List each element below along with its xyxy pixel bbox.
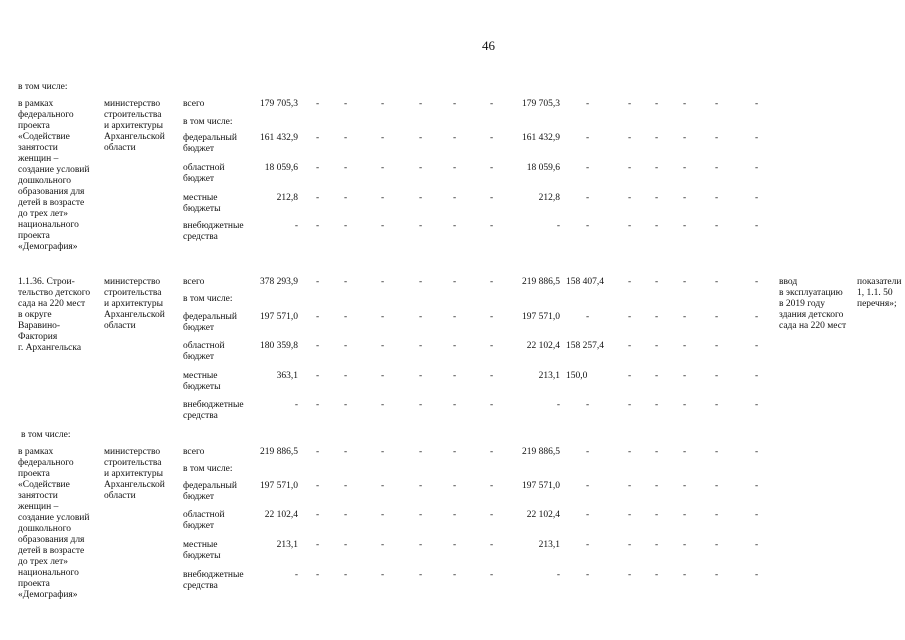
empty-cell-dash: - bbox=[344, 221, 348, 231]
empty-cell-dash: - bbox=[344, 163, 348, 173]
empty-cell-dash: - bbox=[715, 540, 719, 550]
empty-cell-dash: - bbox=[344, 570, 348, 580]
total-amount: 18 059,6 bbox=[264, 163, 298, 173]
empty-cell-dash: - bbox=[715, 481, 719, 491]
empty-cell-dash: - bbox=[655, 193, 659, 203]
empty-cell-dash: - bbox=[344, 133, 348, 143]
empty-cell-dash: - bbox=[628, 371, 632, 381]
total-amount: 197 571,0 bbox=[260, 312, 298, 322]
amount-2020: - bbox=[586, 99, 590, 109]
total-amount: - bbox=[294, 400, 298, 410]
amount-2020: 158 407,4 bbox=[566, 277, 604, 287]
empty-cell-dash: - bbox=[755, 371, 759, 381]
empty-cell-dash: - bbox=[628, 277, 632, 287]
empty-cell-dash: - bbox=[628, 447, 632, 457]
empty-cell-dash: - bbox=[453, 277, 457, 287]
empty-cell-dash: - bbox=[344, 193, 348, 203]
empty-cell-dash: - bbox=[381, 447, 385, 457]
empty-cell-dash: - bbox=[655, 510, 659, 520]
empty-cell-dash: - bbox=[683, 277, 687, 287]
amount-2020: - bbox=[586, 540, 590, 550]
empty-cell-dash: - bbox=[381, 570, 385, 580]
amount-2019: 213,1 bbox=[538, 371, 560, 381]
empty-cell-dash: - bbox=[490, 540, 494, 550]
empty-cell-dash: - bbox=[381, 510, 385, 520]
empty-cell-dash: - bbox=[715, 277, 719, 287]
empty-cell-dash: - bbox=[453, 312, 457, 322]
empty-cell-dash: - bbox=[655, 447, 659, 457]
funding-source-label: в том числе: bbox=[183, 294, 233, 304]
empty-cell-dash: - bbox=[419, 400, 423, 410]
funding-source-label: местные бюджеты bbox=[183, 371, 221, 392]
empty-cell-dash: - bbox=[453, 99, 457, 109]
empty-cell-dash: - bbox=[344, 312, 348, 322]
empty-cell-dash: - bbox=[490, 481, 494, 491]
measure-name: 1.1.36. Строи- тельство детского сада на 220 мест в округе Варавино- Фактория г. Архангельска bbox=[18, 277, 91, 353]
empty-cell-dash: - bbox=[628, 481, 632, 491]
funding-source-label: внебюджетные средства bbox=[183, 221, 244, 242]
empty-cell-dash: - bbox=[755, 341, 759, 351]
executor-name: министерство строительства и архитектуры Архангельской области bbox=[104, 99, 165, 153]
empty-cell-dash: - bbox=[490, 312, 494, 322]
measure-name: в рамках федерального проекта «Содействие занятости женщин – создание условий дошкольного образования для детей в возрасте до трех лет» национального проекта «Демография» bbox=[18, 447, 90, 600]
empty-cell-dash: - bbox=[715, 510, 719, 520]
empty-cell-dash: - bbox=[755, 312, 759, 322]
amount-2020: - bbox=[586, 447, 590, 457]
empty-cell-dash: - bbox=[715, 163, 719, 173]
amount-2020: - bbox=[586, 570, 590, 580]
empty-cell-dash: - bbox=[453, 540, 457, 550]
empty-cell-dash: - bbox=[316, 133, 320, 143]
indicator-ref: показатели 1, 1.1. 50 перечня»; bbox=[857, 277, 902, 309]
empty-cell-dash: - bbox=[453, 371, 457, 381]
empty-cell-dash: - bbox=[419, 371, 423, 381]
empty-cell-dash: - bbox=[316, 540, 320, 550]
empty-cell-dash: - bbox=[381, 277, 385, 287]
funding-source-label: в том числе: bbox=[183, 464, 233, 474]
empty-cell-dash: - bbox=[419, 163, 423, 173]
empty-cell-dash: - bbox=[490, 99, 494, 109]
total-amount: - bbox=[294, 570, 298, 580]
empty-cell-dash: - bbox=[683, 341, 687, 351]
amount-2019: - bbox=[556, 221, 560, 231]
empty-cell-dash: - bbox=[316, 163, 320, 173]
page-number: 46 bbox=[482, 38, 495, 53]
empty-cell-dash: - bbox=[490, 447, 494, 457]
empty-cell-dash: - bbox=[344, 341, 348, 351]
empty-cell-dash: - bbox=[655, 312, 659, 322]
funding-source-label: в том числе: bbox=[183, 117, 233, 127]
empty-cell-dash: - bbox=[715, 133, 719, 143]
empty-cell-dash: - bbox=[419, 540, 423, 550]
empty-cell-dash: - bbox=[381, 400, 385, 410]
empty-cell-dash: - bbox=[381, 99, 385, 109]
total-amount: 378 293,9 bbox=[260, 277, 298, 287]
empty-cell-dash: - bbox=[628, 341, 632, 351]
amount-2020: 158 257,4 bbox=[566, 341, 604, 351]
empty-cell-dash: - bbox=[628, 540, 632, 550]
empty-cell-dash: - bbox=[490, 570, 494, 580]
empty-cell-dash: - bbox=[683, 312, 687, 322]
empty-cell-dash: - bbox=[683, 221, 687, 231]
empty-cell-dash: - bbox=[490, 371, 494, 381]
empty-cell-dash: - bbox=[344, 400, 348, 410]
empty-cell-dash: - bbox=[419, 481, 423, 491]
empty-cell-dash: - bbox=[755, 193, 759, 203]
empty-cell-dash: - bbox=[655, 277, 659, 287]
section-lead-text: в том числе: bbox=[18, 82, 68, 92]
empty-cell-dash: - bbox=[419, 570, 423, 580]
total-amount: 161 432,9 bbox=[260, 133, 298, 143]
empty-cell-dash: - bbox=[316, 371, 320, 381]
empty-cell-dash: - bbox=[381, 193, 385, 203]
empty-cell-dash: - bbox=[683, 447, 687, 457]
funding-source-label: федеральный бюджет bbox=[183, 312, 237, 333]
measure-name: в рамках федерального проекта «Содействие занятости женщин – создание условий дошкольного образования для детей в возрасте до трех лет» национального проекта «Демография» bbox=[18, 99, 90, 252]
empty-cell-dash: - bbox=[628, 163, 632, 173]
empty-cell-dash: - bbox=[683, 570, 687, 580]
funding-source-label: местные бюджеты bbox=[183, 193, 221, 214]
empty-cell-dash: - bbox=[381, 341, 385, 351]
empty-cell-dash: - bbox=[419, 312, 423, 322]
funding-source-label: федеральный бюджет bbox=[183, 133, 237, 154]
empty-cell-dash: - bbox=[316, 341, 320, 351]
empty-cell-dash: - bbox=[381, 312, 385, 322]
amount-2019: 22 102,4 bbox=[526, 341, 560, 351]
empty-cell-dash: - bbox=[381, 163, 385, 173]
empty-cell-dash: - bbox=[344, 481, 348, 491]
empty-cell-dash: - bbox=[344, 99, 348, 109]
empty-cell-dash: - bbox=[490, 400, 494, 410]
empty-cell-dash: - bbox=[628, 221, 632, 231]
empty-cell-dash: - bbox=[628, 193, 632, 203]
funding-source-label: всего bbox=[183, 447, 205, 457]
amount-2020: - bbox=[586, 312, 590, 322]
empty-cell-dash: - bbox=[755, 277, 759, 287]
total-amount: 363,1 bbox=[276, 371, 298, 381]
empty-cell-dash: - bbox=[683, 400, 687, 410]
empty-cell-dash: - bbox=[419, 277, 423, 287]
empty-cell-dash: - bbox=[344, 540, 348, 550]
empty-cell-dash: - bbox=[344, 277, 348, 287]
empty-cell-dash: - bbox=[316, 447, 320, 457]
funding-source-label: федеральный бюджет bbox=[183, 481, 237, 502]
empty-cell-dash: - bbox=[755, 510, 759, 520]
amount-2019: 22 102,4 bbox=[526, 510, 560, 520]
empty-cell-dash: - bbox=[419, 341, 423, 351]
amount-2019: 212,8 bbox=[538, 193, 560, 203]
empty-cell-dash: - bbox=[453, 193, 457, 203]
empty-cell-dash: - bbox=[419, 447, 423, 457]
empty-cell-dash: - bbox=[316, 481, 320, 491]
empty-cell-dash: - bbox=[715, 570, 719, 580]
empty-cell-dash: - bbox=[655, 400, 659, 410]
empty-cell-dash: - bbox=[715, 371, 719, 381]
empty-cell-dash: - bbox=[316, 570, 320, 580]
section-lead-text: в том числе: bbox=[21, 430, 71, 440]
amount-2020: - bbox=[586, 163, 590, 173]
empty-cell-dash: - bbox=[453, 447, 457, 457]
empty-cell-dash: - bbox=[316, 400, 320, 410]
amount-2019: 219 886,5 bbox=[522, 447, 560, 457]
empty-cell-dash: - bbox=[453, 221, 457, 231]
empty-cell-dash: - bbox=[490, 277, 494, 287]
amount-2019: 197 571,0 bbox=[522, 312, 560, 322]
empty-cell-dash: - bbox=[655, 341, 659, 351]
amount-2019: - bbox=[556, 570, 560, 580]
total-amount: 212,8 bbox=[276, 193, 298, 203]
empty-cell-dash: - bbox=[628, 312, 632, 322]
amount-2019: 213,1 bbox=[538, 540, 560, 550]
amount-2019: 179 705,3 bbox=[522, 99, 560, 109]
empty-cell-dash: - bbox=[628, 570, 632, 580]
empty-cell-dash: - bbox=[344, 371, 348, 381]
empty-cell-dash: - bbox=[316, 277, 320, 287]
empty-cell-dash: - bbox=[715, 447, 719, 457]
amount-2020: - bbox=[586, 510, 590, 520]
amount-2020: - bbox=[586, 133, 590, 143]
total-amount: 180 359,8 bbox=[260, 341, 298, 351]
empty-cell-dash: - bbox=[344, 447, 348, 457]
amount-2020: - bbox=[586, 400, 590, 410]
amount-2020: - bbox=[586, 193, 590, 203]
empty-cell-dash: - bbox=[628, 99, 632, 109]
empty-cell-dash: - bbox=[683, 133, 687, 143]
funding-source-label: внебюджетные средства bbox=[183, 570, 244, 591]
amount-2020: 150,0 bbox=[566, 371, 588, 381]
empty-cell-dash: - bbox=[755, 133, 759, 143]
empty-cell-dash: - bbox=[490, 510, 494, 520]
empty-cell-dash: - bbox=[715, 193, 719, 203]
total-amount: 219 886,5 bbox=[260, 447, 298, 457]
amount-2019: 197 571,0 bbox=[522, 481, 560, 491]
amount-2020: - bbox=[586, 481, 590, 491]
empty-cell-dash: - bbox=[419, 221, 423, 231]
empty-cell-dash: - bbox=[453, 481, 457, 491]
empty-cell-dash: - bbox=[490, 133, 494, 143]
executor-name: министерство строительства и архитектуры Архангельской области bbox=[104, 447, 165, 501]
amount-2020: - bbox=[586, 221, 590, 231]
empty-cell-dash: - bbox=[316, 221, 320, 231]
empty-cell-dash: - bbox=[755, 99, 759, 109]
empty-cell-dash: - bbox=[755, 481, 759, 491]
empty-cell-dash: - bbox=[381, 540, 385, 550]
executor-name: министерство строительства и архитектуры Архангельской области bbox=[104, 277, 165, 331]
empty-cell-dash: - bbox=[683, 481, 687, 491]
empty-cell-dash: - bbox=[381, 221, 385, 231]
empty-cell-dash: - bbox=[655, 99, 659, 109]
expected-result: ввод в эксплуатацию в 2019 году здания детского сада на 220 мест bbox=[779, 277, 847, 331]
empty-cell-dash: - bbox=[755, 400, 759, 410]
empty-cell-dash: - bbox=[655, 371, 659, 381]
empty-cell-dash: - bbox=[490, 163, 494, 173]
empty-cell-dash: - bbox=[683, 99, 687, 109]
empty-cell-dash: - bbox=[628, 510, 632, 520]
empty-cell-dash: - bbox=[316, 312, 320, 322]
empty-cell-dash: - bbox=[419, 133, 423, 143]
empty-cell-dash: - bbox=[655, 133, 659, 143]
total-amount: 22 102,4 bbox=[264, 510, 298, 520]
empty-cell-dash: - bbox=[419, 510, 423, 520]
empty-cell-dash: - bbox=[316, 193, 320, 203]
empty-cell-dash: - bbox=[453, 400, 457, 410]
empty-cell-dash: - bbox=[344, 510, 348, 520]
empty-cell-dash: - bbox=[683, 371, 687, 381]
empty-cell-dash: - bbox=[715, 400, 719, 410]
empty-cell-dash: - bbox=[316, 99, 320, 109]
total-amount: 213,1 bbox=[276, 540, 298, 550]
empty-cell-dash: - bbox=[490, 221, 494, 231]
empty-cell-dash: - bbox=[316, 510, 320, 520]
empty-cell-dash: - bbox=[655, 540, 659, 550]
empty-cell-dash: - bbox=[655, 481, 659, 491]
empty-cell-dash: - bbox=[755, 447, 759, 457]
empty-cell-dash: - bbox=[419, 193, 423, 203]
empty-cell-dash: - bbox=[683, 163, 687, 173]
empty-cell-dash: - bbox=[715, 99, 719, 109]
empty-cell-dash: - bbox=[490, 193, 494, 203]
empty-cell-dash: - bbox=[683, 193, 687, 203]
empty-cell-dash: - bbox=[628, 133, 632, 143]
empty-cell-dash: - bbox=[755, 221, 759, 231]
empty-cell-dash: - bbox=[683, 540, 687, 550]
empty-cell-dash: - bbox=[655, 570, 659, 580]
empty-cell-dash: - bbox=[453, 163, 457, 173]
amount-2019: - bbox=[556, 400, 560, 410]
total-amount: 197 571,0 bbox=[260, 481, 298, 491]
amount-2019: 18 059,6 bbox=[526, 163, 560, 173]
funding-source-label: местные бюджеты bbox=[183, 540, 221, 561]
funding-source-label: всего bbox=[183, 277, 205, 287]
amount-2019: 161 432,9 bbox=[522, 133, 560, 143]
funding-source-label: всего bbox=[183, 99, 205, 109]
empty-cell-dash: - bbox=[381, 371, 385, 381]
empty-cell-dash: - bbox=[381, 133, 385, 143]
empty-cell-dash: - bbox=[453, 510, 457, 520]
funding-source-label: областной бюджет bbox=[183, 510, 225, 531]
empty-cell-dash: - bbox=[453, 341, 457, 351]
empty-cell-dash: - bbox=[755, 570, 759, 580]
empty-cell-dash: - bbox=[490, 341, 494, 351]
empty-cell-dash: - bbox=[755, 540, 759, 550]
funding-source-label: внебюджетные средства bbox=[183, 400, 244, 421]
empty-cell-dash: - bbox=[715, 312, 719, 322]
total-amount: 179 705,3 bbox=[260, 99, 298, 109]
empty-cell-dash: - bbox=[381, 481, 385, 491]
funding-source-label: областной бюджет bbox=[183, 341, 225, 362]
total-amount: - bbox=[294, 221, 298, 231]
empty-cell-dash: - bbox=[715, 221, 719, 231]
amount-2019: 219 886,5 bbox=[522, 277, 560, 287]
empty-cell-dash: - bbox=[419, 99, 423, 109]
empty-cell-dash: - bbox=[453, 133, 457, 143]
empty-cell-dash: - bbox=[655, 163, 659, 173]
empty-cell-dash: - bbox=[453, 570, 457, 580]
empty-cell-dash: - bbox=[755, 163, 759, 173]
empty-cell-dash: - bbox=[655, 221, 659, 231]
funding-source-label: областной бюджет bbox=[183, 163, 225, 184]
empty-cell-dash: - bbox=[683, 510, 687, 520]
empty-cell-dash: - bbox=[715, 341, 719, 351]
empty-cell-dash: - bbox=[628, 400, 632, 410]
